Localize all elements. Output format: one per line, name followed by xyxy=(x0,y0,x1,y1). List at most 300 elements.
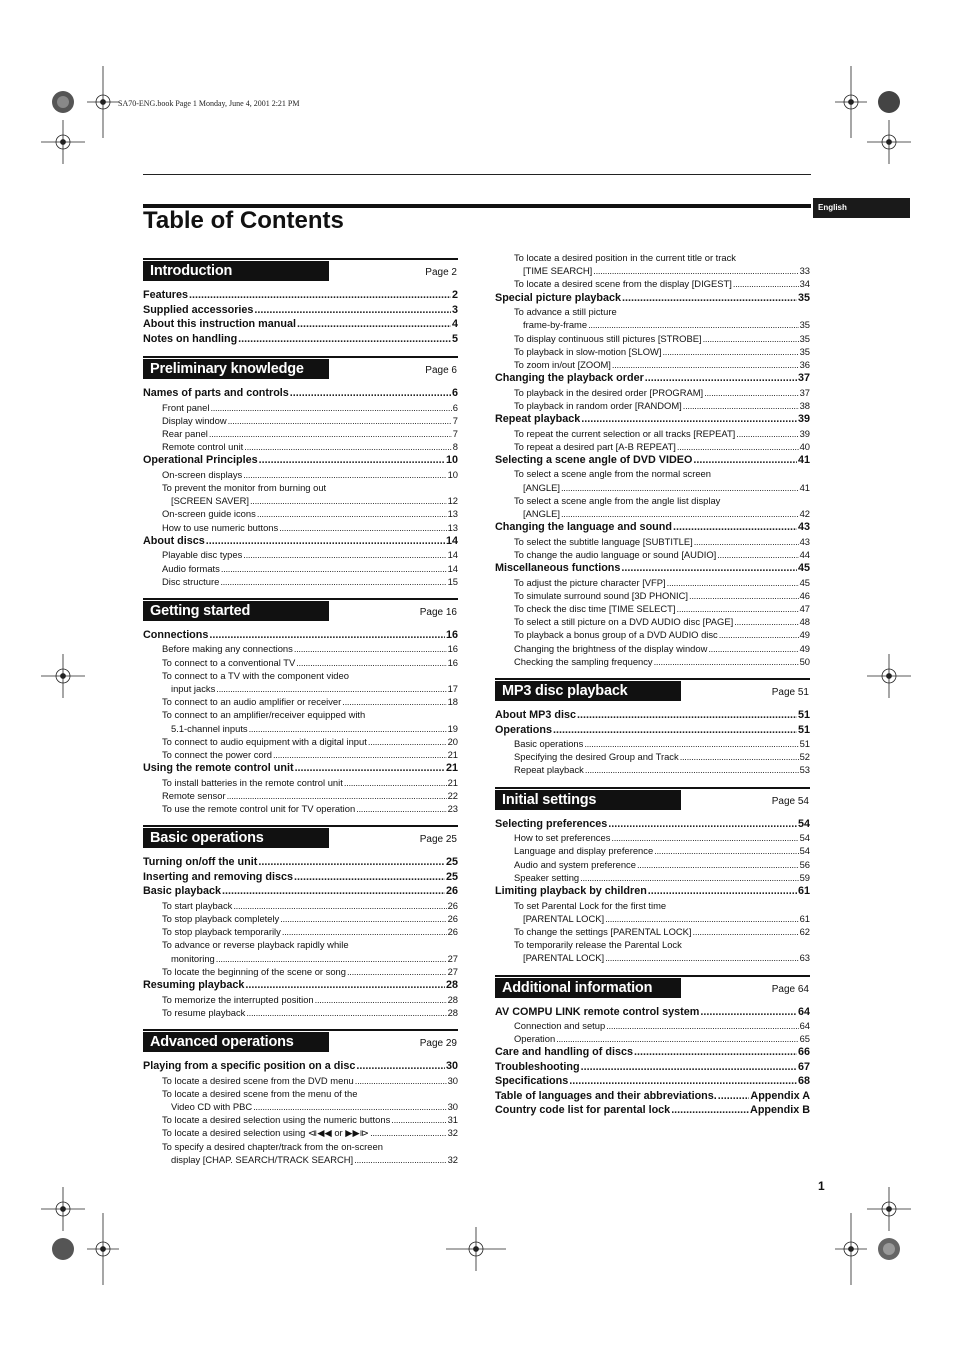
toc-entry-page: 56 xyxy=(799,858,810,870)
dot-leader xyxy=(209,628,445,643)
toc-entry-title: Features xyxy=(143,289,189,301)
toc-entry-title: How to use numeric buttons xyxy=(162,521,279,533)
dot-leader xyxy=(719,628,799,641)
toc-sub-entry[interactable] xyxy=(495,332,810,345)
toc-entry-text[interactable]: To specify a desired chapter/track from the on-screen xyxy=(162,1140,383,1152)
toc-entry-text[interactable]: To locate a desired position in the current title or track xyxy=(514,252,736,263)
toc-entry-page: 10 xyxy=(447,468,458,480)
dot-leader xyxy=(253,1100,446,1113)
dot-leader xyxy=(233,899,446,912)
page-title: Table of Contents xyxy=(143,207,344,234)
toc-entry-text[interactable]: To connect to a TV with the component video xyxy=(162,669,349,681)
toc-main-entry[interactable] xyxy=(143,386,458,401)
toc-sub-entry[interactable] xyxy=(143,521,458,534)
toc-sub-entry[interactable] xyxy=(495,1019,810,1032)
toc-entry-page: 6 xyxy=(452,401,458,413)
section-page: Page 54 xyxy=(771,795,809,807)
toc-entry-page: Appendix A xyxy=(750,1089,810,1102)
toc-entry-title: To adjust the picture character [VFP] xyxy=(514,576,666,588)
section-page: Page 16 xyxy=(419,606,457,618)
section-advanced-operations xyxy=(143,1029,458,1059)
dot-leader xyxy=(673,520,797,535)
toc-sub-entry[interactable] xyxy=(143,642,458,655)
dot-leader xyxy=(249,722,447,735)
section-label: Introduction xyxy=(143,261,329,281)
toc-entry-title: To locate a desired scene from the display [DIGEST] xyxy=(514,278,732,290)
toc-sub-entry[interactable] xyxy=(495,951,810,964)
toc-entry-page: 32 xyxy=(447,1153,458,1165)
toc-entry-title: Miscellaneous functions xyxy=(495,562,621,575)
toc-entry-title: Specifications xyxy=(495,1075,569,1088)
dot-leader xyxy=(294,642,447,655)
toc-entry-page: 27 xyxy=(447,965,458,977)
toc-entry-title: About this instruction manual xyxy=(143,318,296,330)
toc-entry-title: To zoom in/out [ZOOM] xyxy=(514,358,611,370)
toc-entry-page: 30 xyxy=(445,1060,458,1072)
toc-entry-page: 48 xyxy=(799,616,810,628)
dot-leader xyxy=(297,317,451,332)
dot-leader xyxy=(700,1005,797,1020)
toc-sub-entry[interactable] xyxy=(143,414,458,427)
toc-sub-entry[interactable] xyxy=(143,682,458,695)
dot-leader xyxy=(250,494,447,507)
toc-entry-title: To connect to an audio amplifier or receiver xyxy=(162,696,342,708)
toc-entry-title: To repeat the current selection or all tracks [REPEAT] xyxy=(514,427,736,439)
dot-leader xyxy=(584,737,798,750)
toc-sub-entry[interactable] xyxy=(495,844,810,857)
toc-main-entry[interactable] xyxy=(495,1060,810,1075)
toc-main-entry[interactable] xyxy=(495,561,810,576)
toc-entry-text[interactable]: To advance a still picture xyxy=(514,306,617,318)
toc-main-entry[interactable] xyxy=(495,1005,810,1020)
dot-leader xyxy=(708,642,798,655)
toc-main-entry[interactable] xyxy=(143,628,458,643)
dot-leader xyxy=(561,481,799,494)
dot-leader xyxy=(680,750,799,763)
dot-leader xyxy=(273,748,447,761)
toc-sub-entry[interactable] xyxy=(495,440,810,453)
toc-entry-page: 41 xyxy=(797,453,810,466)
dot-leader xyxy=(677,602,799,615)
crop-mark-top-right xyxy=(867,120,911,164)
dot-leader xyxy=(342,695,446,708)
dot-leader xyxy=(556,1032,798,1045)
toc-sub-entry[interactable] xyxy=(143,1126,458,1139)
dot-leader xyxy=(733,277,799,290)
toc-entry-title: Connection and setup xyxy=(514,1020,606,1032)
toc-entry-title: Operational Principles xyxy=(143,454,258,467)
dot-leader xyxy=(718,1089,750,1104)
crop-mark-bottom-left-2 xyxy=(87,1213,119,1285)
toc-entry-title: Video CD with PBC xyxy=(171,1100,253,1112)
toc-entry-title: To install batteries in the remote control unit xyxy=(162,776,343,788)
toc-entry-text[interactable]: To connect to an amplifier/receiver equipped with xyxy=(162,709,366,721)
toc-entry-title: Playing from a specific position on a disc xyxy=(143,1060,356,1072)
toc-main-entry[interactable] xyxy=(495,453,810,468)
toc-entry-page: 40 xyxy=(799,440,810,452)
toc-sub-entry[interactable] xyxy=(495,871,810,884)
crop-mark-mid-right xyxy=(867,654,911,698)
print-header-note: SA70-ENG.book Page 1 Monday, June 4, 2001 2:21 PM xyxy=(118,99,300,108)
toc-sub-entry[interactable] xyxy=(143,575,458,588)
toc-entry-page: 39 xyxy=(799,427,810,439)
section-page: Page 29 xyxy=(419,1038,457,1049)
toc-sub-entry[interactable] xyxy=(495,358,810,371)
toc-entry-title: To locate a desired scene from the DVD menu xyxy=(162,1074,354,1086)
toc-entry-title: Notes on handling xyxy=(143,332,238,345)
toc-main-entry[interactable] xyxy=(143,870,458,885)
toc-entry-page: 16 xyxy=(447,643,458,655)
toc-entry-page: 53 xyxy=(799,764,810,776)
toc-entry-page: 21 xyxy=(447,749,458,761)
toc-main-entry[interactable] xyxy=(143,332,458,347)
toc-entry-title: frame-by-frame xyxy=(523,319,588,331)
toc-entry-title: To locate a desired selection using ⧏◀◀ or ▶▶⧐ xyxy=(162,1127,370,1139)
toc-entry-page: 8 xyxy=(452,441,458,453)
toc-main-entry[interactable] xyxy=(495,291,810,306)
toc-right-column xyxy=(495,251,810,1118)
toc-sub-entry[interactable] xyxy=(495,427,810,440)
toc-main-entry[interactable] xyxy=(143,978,458,993)
toc-entry-text[interactable]: To select a scene angle from the normal screen xyxy=(514,468,711,480)
toc-entry-title: On-screen displays xyxy=(162,468,243,480)
toc-sub-entry[interactable] xyxy=(143,899,458,912)
toc-sub-entry[interactable] xyxy=(143,656,458,669)
toc-sub-entry[interactable] xyxy=(143,1113,458,1126)
toc-entry-page: 45 xyxy=(797,562,810,575)
toc-entry-title: Before making any connections xyxy=(162,643,293,655)
toc-sub-entry[interactable] xyxy=(495,399,810,412)
toc-main-entry[interactable] xyxy=(143,1059,458,1074)
toc-main-entry[interactable] xyxy=(495,1089,810,1104)
dot-leader xyxy=(648,884,797,899)
toc-entry-title: To resume playback xyxy=(162,1006,246,1018)
toc-entry-page: 19 xyxy=(447,722,458,734)
section-page: Page 25 xyxy=(419,834,457,846)
toc-entry-title: About MP3 disc xyxy=(495,709,576,722)
toc-entry-title: To display continuous still pictures [STROBE] xyxy=(514,332,702,344)
toc-sub-entry[interactable] xyxy=(495,345,810,358)
toc-entry-page: 54 xyxy=(797,817,810,830)
dot-leader xyxy=(290,386,451,401)
dot-leader xyxy=(734,615,798,628)
toc-entry-title: To stop playback completely xyxy=(162,913,280,925)
toc-entry-page: 64 xyxy=(797,1005,810,1018)
toc-entry-text[interactable]: To prevent the monitor from burning out xyxy=(162,482,327,494)
toc-sub-entry[interactable] xyxy=(143,440,458,453)
toc-sub-entry[interactable] xyxy=(495,763,810,776)
dot-leader xyxy=(611,831,798,844)
toc-sub-entry[interactable] xyxy=(495,535,810,548)
toc-entry-page: 23 xyxy=(447,803,458,815)
crop-mark-bottom-right xyxy=(867,1187,911,1231)
toc-main-entry[interactable] xyxy=(495,1103,810,1118)
toc-sub-entry[interactable] xyxy=(143,468,458,481)
toc-sub-entry[interactable] xyxy=(495,628,810,641)
toc-sub-entry[interactable] xyxy=(495,602,810,615)
toc-main-entry[interactable] xyxy=(495,708,810,723)
dot-leader xyxy=(221,562,447,575)
toc-entry-title: Operation xyxy=(514,1033,556,1045)
crop-mark-bottom-left xyxy=(41,1187,85,1231)
toc-sub-entry[interactable] xyxy=(143,735,458,748)
toc-main-entry[interactable] xyxy=(495,371,810,386)
toc-entry-title: To select the subtitle language [SUBTITLE] xyxy=(514,535,693,547)
toc-entry-title: To start playback xyxy=(162,899,233,911)
toc-entry-page: 16 xyxy=(447,656,458,668)
toc-entry-title: To connect the power cord xyxy=(162,749,272,761)
dot-leader xyxy=(662,345,798,358)
language-tab: English xyxy=(813,198,910,218)
toc-sub-entry[interactable] xyxy=(495,750,810,763)
dot-leader xyxy=(581,412,797,427)
toc-entry-page: 34 xyxy=(799,278,810,290)
toc-entry-page: 50 xyxy=(799,655,810,667)
toc-sub-entry[interactable] xyxy=(495,264,810,277)
toc-entry-title: To playback in random order [RANDOM] xyxy=(514,399,682,411)
dot-leader xyxy=(257,507,447,520)
toc-sub-entry[interactable] xyxy=(495,507,810,520)
toc-main-entry[interactable] xyxy=(143,288,458,303)
section-label: Getting started xyxy=(143,601,329,621)
toc-entry-text[interactable]: To advance or reverse playback rapidly while xyxy=(162,939,349,951)
dot-leader xyxy=(694,535,799,548)
toc-sub-entry[interactable] xyxy=(495,655,810,668)
toc-sub-entry[interactable] xyxy=(143,507,458,520)
toc-entry-page: 32 xyxy=(447,1127,458,1139)
toc-sub-entry[interactable] xyxy=(495,576,810,589)
toc-entry-title: monitoring xyxy=(171,952,215,964)
toc-sub-entry[interactable] xyxy=(495,642,810,655)
toc-entry-title: [SCREEN SAVER] xyxy=(171,495,249,507)
toc-sub-entry[interactable] xyxy=(143,776,458,789)
dot-leader xyxy=(220,575,446,588)
toc-entry-title: Specifying the desired Group and Track xyxy=(514,751,679,763)
toc-sub-entry[interactable] xyxy=(495,831,810,844)
toc-entry-title: Repeat playback xyxy=(495,413,581,426)
toc-main-entry[interactable] xyxy=(495,1074,810,1089)
toc-sub-entry[interactable] xyxy=(143,993,458,1006)
toc-main-entry[interactable] xyxy=(143,317,458,332)
dot-leader xyxy=(356,1059,445,1074)
toc-entry-page: 26 xyxy=(447,899,458,911)
toc-sub-entry[interactable] xyxy=(495,589,810,602)
dot-leader xyxy=(621,561,797,576)
crop-mark-top-right-2 xyxy=(835,66,867,138)
dot-leader xyxy=(606,1019,798,1032)
toc-entry-page: 54 xyxy=(799,845,810,857)
toc-entry-title: To stop playback temporarily xyxy=(162,926,281,938)
crop-mark-mid-left xyxy=(41,654,85,698)
toc-main-entry[interactable] xyxy=(143,453,458,468)
dot-leader xyxy=(704,386,798,399)
toc-sub-entry[interactable] xyxy=(143,1100,458,1113)
dot-leader xyxy=(254,303,451,318)
toc-sub-entry[interactable] xyxy=(143,695,458,708)
toc-entry-page: 33 xyxy=(799,265,810,277)
toc-main-entry[interactable] xyxy=(495,412,810,427)
toc-entry-page: 44 xyxy=(799,548,810,560)
toc-sub-entry[interactable] xyxy=(495,277,810,290)
toc-sub-entry[interactable] xyxy=(495,858,810,871)
toc-entry-page: 15 xyxy=(447,575,458,587)
toc-sub-entry[interactable] xyxy=(495,912,810,925)
dot-leader xyxy=(693,925,799,938)
top-rule xyxy=(143,174,811,175)
dot-leader xyxy=(736,427,798,440)
toc-entry-text[interactable]: To temporarily release the Parental Lock xyxy=(514,939,682,951)
toc-main-entry[interactable] xyxy=(143,855,458,870)
toc-entry-title: Names of parts and controls xyxy=(143,387,289,399)
toc-entry-text[interactable]: To locate a desired scene from the menu of the xyxy=(162,1087,358,1099)
toc-sub-entry[interactable] xyxy=(143,562,458,575)
section-page: Page 64 xyxy=(771,983,809,995)
toc-entry-title: [TIME SEARCH] xyxy=(523,265,593,277)
dot-leader xyxy=(588,318,798,331)
toc-entry-page: 51 xyxy=(797,709,810,722)
toc-entry-title: Playable disc types xyxy=(162,549,243,561)
toc-entry-page: 61 xyxy=(799,912,810,924)
toc-entry-page: 28 xyxy=(445,979,458,992)
dot-leader xyxy=(243,468,446,481)
toc-entry-page: 13 xyxy=(447,508,458,520)
dot-leader xyxy=(683,399,799,412)
toc-main-entry[interactable] xyxy=(143,534,458,549)
dot-leader xyxy=(585,763,799,776)
toc-sub-entry[interactable] xyxy=(495,548,810,561)
dot-leader xyxy=(355,1074,447,1087)
dot-leader xyxy=(677,440,799,453)
dot-leader xyxy=(347,965,447,978)
toc-entry-title: To use the remote control unit for TV operation xyxy=(162,803,356,815)
toc-sub-entry[interactable] xyxy=(143,494,458,507)
toc-sub-entry[interactable] xyxy=(495,1032,810,1045)
dot-leader xyxy=(654,844,798,857)
toc-entry-title: Changing the playback order xyxy=(495,372,644,385)
toc-sub-entry[interactable] xyxy=(143,912,458,925)
toc-main-entry[interactable] xyxy=(143,884,458,899)
toc-main-entry[interactable] xyxy=(495,817,810,832)
toc-sub-entry[interactable] xyxy=(495,925,810,938)
dot-leader xyxy=(259,453,445,468)
toc-sub-entry[interactable] xyxy=(143,1153,458,1166)
toc-entry-page: 47 xyxy=(799,603,810,615)
toc-entry-page: 38 xyxy=(799,399,810,411)
toc-sub-entry[interactable] xyxy=(143,802,458,815)
toc-entry-page: 21 xyxy=(447,776,458,788)
toc-entry-page: 43 xyxy=(797,521,810,534)
dot-leader xyxy=(667,576,799,589)
dot-leader xyxy=(717,548,798,561)
toc-entry-title: [ANGLE] xyxy=(523,508,560,520)
toc-sub-entry[interactable] xyxy=(143,1006,458,1019)
toc-entry-page: 37 xyxy=(797,372,810,385)
toc-entry-page: 54 xyxy=(799,832,810,844)
toc-sub-entry[interactable] xyxy=(143,1074,458,1087)
section-additional-information xyxy=(495,975,810,1005)
toc-entry-title: AV COMPU LINK remote control system xyxy=(495,1005,700,1018)
toc-entry-title: To change the settings [PARENTAL LOCK] xyxy=(514,925,692,937)
toc-main-entry[interactable] xyxy=(495,884,810,899)
toc-main-entry[interactable] xyxy=(495,723,810,738)
toc-sub-entry[interactable] xyxy=(495,615,810,628)
section-label: Advanced operations xyxy=(143,1032,329,1052)
dot-leader xyxy=(209,427,452,440)
toc-main-entry[interactable] xyxy=(495,520,810,535)
toc-entry-title: To playback in the desired order [PROGRAM] xyxy=(514,386,704,398)
crop-mark-bottom-right-2 xyxy=(835,1213,867,1285)
section-basic-operations xyxy=(143,825,458,855)
dot-leader xyxy=(634,1045,797,1060)
dot-leader xyxy=(569,1074,797,1089)
toc-sub-entry[interactable] xyxy=(143,748,458,761)
toc-entry-title: Repeat playback xyxy=(514,764,584,776)
toc-sub-entry[interactable] xyxy=(143,722,458,735)
toc-sub-entry[interactable] xyxy=(495,737,810,750)
dot-leader xyxy=(216,682,446,695)
toc-entry-title: [PARENTAL LOCK] xyxy=(523,952,605,964)
toc-entry-page: 30 xyxy=(447,1100,458,1112)
section-preliminary-knowledge xyxy=(143,356,458,386)
toc-entry-title: Connections xyxy=(143,628,209,641)
section-label: Preliminary knowledge xyxy=(143,359,329,379)
toc-sub-entry[interactable] xyxy=(495,481,810,494)
toc-sub-entry[interactable] xyxy=(143,548,458,561)
toc-main-entry[interactable] xyxy=(495,1045,810,1060)
toc-entry-title: Disc structure xyxy=(162,575,220,587)
toc-entry-page: 42 xyxy=(799,508,810,520)
toc-entry-page: 35 xyxy=(799,332,810,344)
toc-entry-title: To playback a bonus group of a DVD AUDIO disc xyxy=(514,629,718,641)
toc-sub-entry[interactable] xyxy=(143,965,458,978)
toc-entry-text[interactable]: To select a scene angle from the angle list display xyxy=(514,494,721,506)
toc-entry-page: 62 xyxy=(799,925,810,937)
dot-leader xyxy=(258,855,445,870)
toc-entry-page: 17 xyxy=(447,683,458,695)
toc-entry-page: 49 xyxy=(799,629,810,641)
toc-left-column xyxy=(143,258,458,1166)
toc-entry-page: 43 xyxy=(799,535,810,547)
toc-main-entry[interactable] xyxy=(143,761,458,776)
toc-sub-entry[interactable] xyxy=(143,925,458,938)
toc-sub-entry[interactable] xyxy=(143,401,458,414)
dot-leader xyxy=(216,952,447,965)
dot-leader xyxy=(315,993,447,1006)
toc-entry-page: 30 xyxy=(447,1074,458,1086)
toc-entry-title: Limiting playback by children xyxy=(495,885,647,897)
section-getting-started xyxy=(143,598,458,628)
toc-sub-entry[interactable] xyxy=(143,789,458,802)
toc-sub-entry[interactable] xyxy=(495,386,810,399)
dot-leader xyxy=(354,1153,446,1166)
page-number: 1 xyxy=(818,1179,825,1193)
toc-entry-page: 31 xyxy=(447,1114,458,1126)
toc-entry-title: Language and display preference xyxy=(514,845,654,857)
dot-leader xyxy=(279,521,446,534)
toc-entry-page: 28 xyxy=(447,993,458,1005)
toc-sub-entry[interactable] xyxy=(143,952,458,965)
toc-entry-text[interactable]: To set Parental Lock for the first time xyxy=(514,899,667,911)
toc-main-entry[interactable] xyxy=(143,303,458,318)
dot-leader xyxy=(703,332,799,345)
crop-mark-top-left-2 xyxy=(87,66,119,138)
toc-sub-entry[interactable] xyxy=(495,318,810,331)
toc-entry-page: 26 xyxy=(445,885,458,898)
toc-sub-entry[interactable] xyxy=(143,427,458,440)
dot-leader xyxy=(222,884,445,899)
toc-entry-page: 61 xyxy=(797,885,810,897)
dot-leader xyxy=(246,1006,446,1019)
